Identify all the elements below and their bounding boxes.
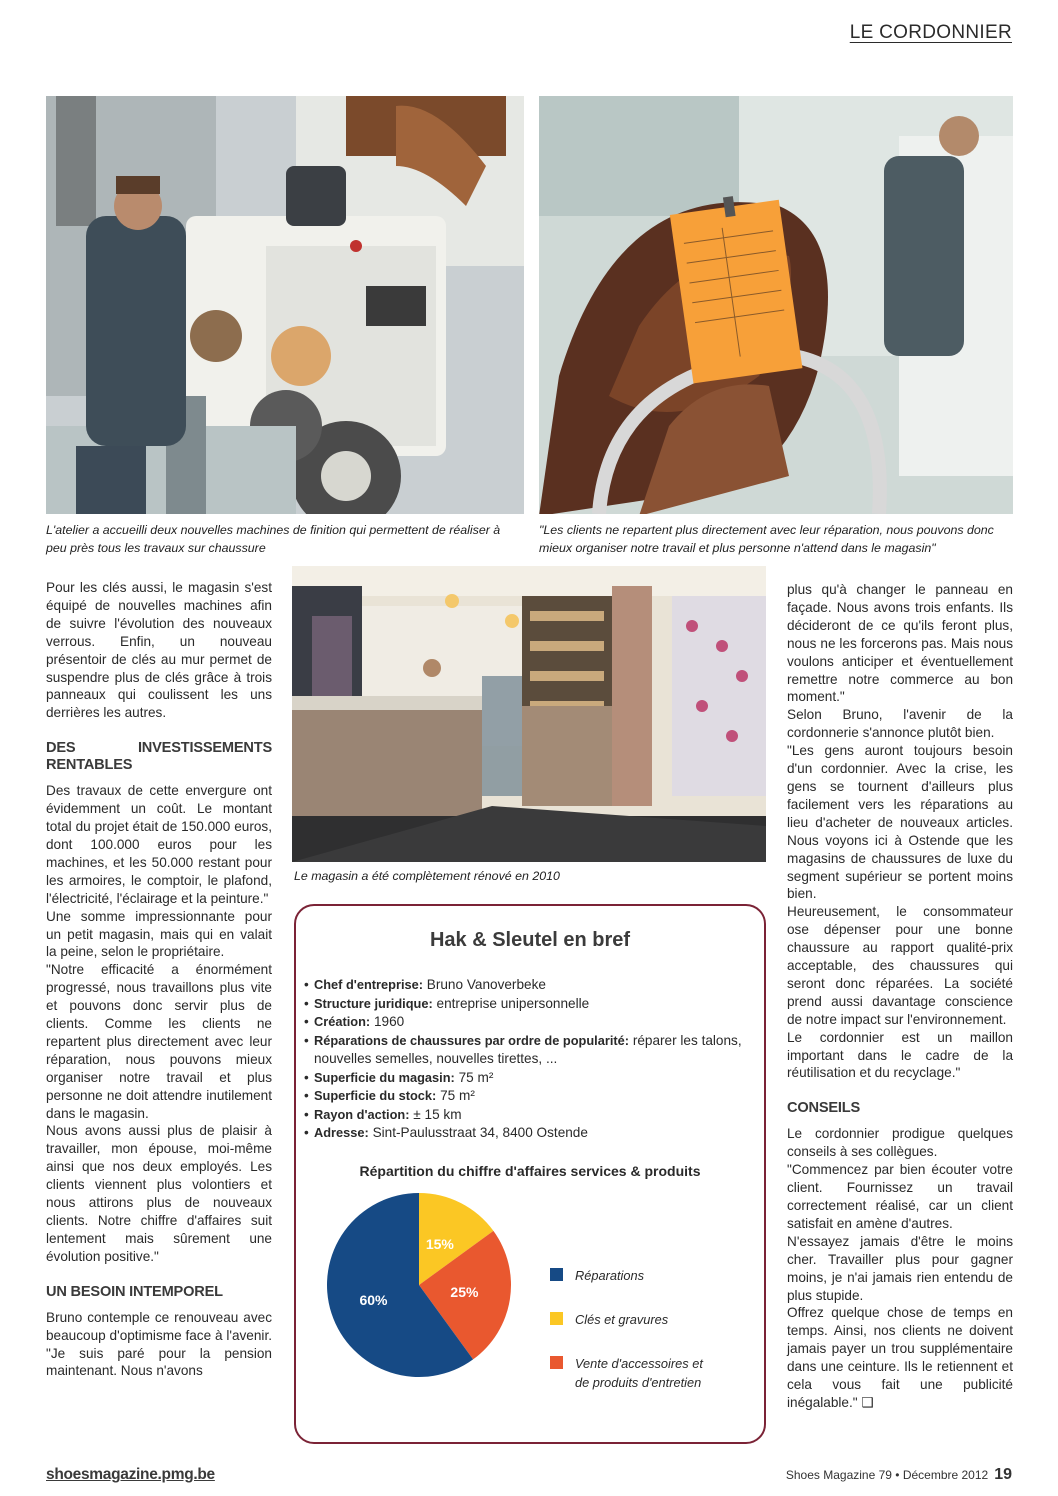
infobox-item-value: entreprise unipersonnelle	[436, 995, 590, 1011]
chart-legend	[550, 1266, 703, 1392]
left-paragraph-6: Bruno contemple ce renouveau avec beaucoup d'optimisme face à l'avenir. "Je suis paré pour la pension maintenant. Nous n'avons	[46, 1309, 272, 1379]
left-paragraph-5: Nous avons aussi plus de plaisir à travailler, mon épouse, moi-même ainsi que nos deux employés. Les clients viennent plus volontiers et nous attirons plus de nouveaux clients. Notre chiffre d'affaires suit lentement mais sûrement une évolution positive."	[46, 1123, 272, 1264]
heading-investissements: DES INVESTISSEMENTS RENTABLES	[46, 740, 272, 774]
right-paragraph-5: Le cordonnier est un maillon important dans le cadre de la réutilisation et du recyclage."	[787, 1029, 1013, 1081]
infobox-item-label: Adresse:	[314, 1125, 369, 1140]
infobox-item	[304, 1013, 750, 1032]
right-paragraph-3: "Les gens auront toujours besoin d'un cordonnier. Avec la crise, les gens se tournent d'ailleurs plus facilement vers les réparations au lieu d'acheter de nouveaux articles. Nous voyons ici à Ostende que les magasins de chaussures de luxe du segment supérieur se portent moins bien.	[787, 743, 1013, 902]
infobox-item	[304, 1124, 750, 1143]
legend-item-cles	[550, 1310, 703, 1329]
photo-boot-ticket-caption: "Les clients ne repartent plus directement avec leur réparation, nous pouvons donc mieux organiser notre travail et plus personne n'attend dans le magasin"	[539, 523, 994, 555]
footer-issue-text: Shoes Magazine 79 • Décembre 2012	[785, 1468, 989, 1482]
end-mark-icon: ❑	[861, 1394, 874, 1410]
infobox-item	[304, 1032, 750, 1069]
photo-workshop	[46, 96, 524, 514]
infobox-list	[304, 976, 750, 1143]
left-paragraph-4: "Notre efficacité a énormément progressé, nous travaillons plus vite et pouvons donc servir plus de clients. Comme les clients ne repartent plus directement avec leur réparation, nous pouvons mieux organiser notre travail et plus personne ne doit attendre inutilement dans le magasin.	[46, 962, 272, 1121]
legend-item-reparations	[550, 1266, 703, 1285]
infobox-item	[304, 1069, 750, 1088]
legend-label-reparations: Réparations	[575, 1268, 645, 1283]
section-title: LE CORDONNIER	[849, 22, 1012, 43]
infobox-item	[304, 1106, 750, 1125]
heading-conseils: CONSEILS	[787, 1100, 861, 1117]
left-paragraph-2: Des travaux de cette envergure ont évidemment un coût. Le montant total du projet était de 150.000 euros, dont 100.000 euros pour les machines, et les 50.000 restant pour les armoires, le comptoir, le plafond, l'électricité, l'éclairage et la peinture."	[46, 783, 272, 906]
infobox-item-value: Bruno Vanoverbeke	[426, 977, 546, 992]
legend-swatch-vente	[550, 1356, 563, 1369]
infobox-item-label: Superficie du stock:	[314, 1088, 437, 1103]
legend-label-vente-line2: de produits d'entretien	[575, 1375, 702, 1390]
legend-label-vente	[575, 1354, 703, 1392]
right-paragraph-9	[787, 1304, 1013, 1411]
right-paragraph-6: Le cordonnier prodigue quelques conseils à ses collègues.	[787, 1126, 1013, 1160]
pie-label-vente: 25%	[450, 1284, 479, 1301]
infobox-title: Hak & Sleutel en bref	[429, 929, 631, 951]
infobox-item	[304, 976, 750, 995]
right-paragraph-2: Selon Bruno, l'avenir de la cordonnerie s'annonce plutôt bien.	[787, 707, 1013, 741]
infobox-item-value: Sint-Paulusstraat 34, 8400 Ostende	[372, 1125, 588, 1140]
chart-title: Répartition du chiffre d'affaires services & produits	[359, 1163, 701, 1179]
infobox-item-label: Chef d'entreprise:	[314, 977, 423, 992]
pie-label-cles: 15%	[425, 1236, 454, 1253]
infobox-item-value: réparer les talons, nouvelles semelles, nouvelles tirettes, ...	[314, 1032, 742, 1066]
pie-chart	[326, 1192, 512, 1378]
photo-store-caption: Le magasin a été complètement rénové en 2010	[294, 869, 560, 883]
right-column	[787, 581, 1013, 1412]
infobox-item-value: 1960	[373, 1014, 405, 1029]
right-paragraph-9-text: Offrez quelque chose de temps en temps. Ainsi, nos clients ne doivent jamais payer un trou supplémentaire dans une ceinture. Ils le retiennent et cela vous fait une publicité inégalable."	[787, 1305, 1013, 1410]
left-column	[46, 579, 272, 1380]
legend-swatch-reparations	[550, 1268, 563, 1281]
infobox-item-label: Réparations de chaussures par ordre de popularité:	[314, 1032, 630, 1048]
footer-website-link[interactable]: shoesmagazine.pmg.be	[46, 1466, 215, 1483]
right-paragraph-1: plus qu'à changer le panneau en façade. Nous avons trois enfants. Ils décideront de ce qu'ils feront plus, nous ne les forcerons pas. Mais nous voulons anticiper et éventuellement remettre notre commerce au bon moment."	[787, 582, 1013, 705]
page-number: 19	[994, 1466, 1012, 1483]
right-paragraph-4: Heureusement, le consommateur ose dépenser pour une bonne chaussure au rapport qualité-prix acceptable, des chaussures qui seront donc réparées. La société prend aussi davantage conscience de notre impact sur l'environnement.	[787, 904, 1013, 1027]
legend-label-vente-line1: Vente d'accessoires et	[575, 1356, 703, 1371]
right-paragraph-7: "Commencez par bien écouter votre client. Fournissez un travail correctement réalisé, car un client satisfait en amène d'autres.	[787, 1162, 1013, 1231]
legend-swatch-cles	[550, 1312, 563, 1325]
infobox-item-label: Rayon d'action:	[314, 1106, 410, 1122]
infobox-item-value: 75 m²	[458, 1069, 494, 1085]
right-paragraph-8: N'essayez jamais d'être le moins cher. Travailler plus pour gagner moins, je n'ai jamais rien entendu de plus stupide.	[787, 1233, 1013, 1303]
left-paragraph-1: Pour les clés aussi, le magasin s'est équipé de nouvelles machines afin de suivre l'évolution des nouveaux verrous. Enfin, un nouveau présentoir de clés au mur permet de suspendre plus de clés grâce à trois panneaux qui coulissent les uns derrières les autres.	[46, 580, 272, 721]
footer-issue	[786, 1466, 1012, 1484]
pie-label-reparations: 60%	[359, 1291, 388, 1308]
infobox-item-label: Structure juridique:	[314, 995, 433, 1011]
legend-label-cles: Clés et gravures	[575, 1312, 669, 1327]
photo-boot-ticket	[539, 96, 1013, 514]
infobox-item-value: 75 m²	[440, 1088, 475, 1103]
legend-item-vente	[550, 1354, 703, 1392]
infobox-item-label: Création:	[314, 1014, 371, 1029]
photo-store-interior	[292, 566, 766, 862]
infobox-item-label: Superficie du magasin:	[314, 1069, 455, 1085]
infobox-item	[304, 1087, 750, 1106]
infobox-item-value: ± 15 km	[413, 1106, 462, 1122]
infobox-item	[304, 995, 750, 1014]
heading-besoin-intemporel: UN BESOIN INTEMPOREL	[46, 1283, 223, 1300]
photo-workshop-caption: L'atelier a accueilli deux nouvelles machines de finition qui permettent de réaliser à peu près tous les travaux sur chaussure	[46, 523, 501, 555]
left-paragraph-3: Une somme impressionnante pour un petit magasin, mais qui en valait la peine, selon le propriétaire.	[46, 908, 272, 960]
